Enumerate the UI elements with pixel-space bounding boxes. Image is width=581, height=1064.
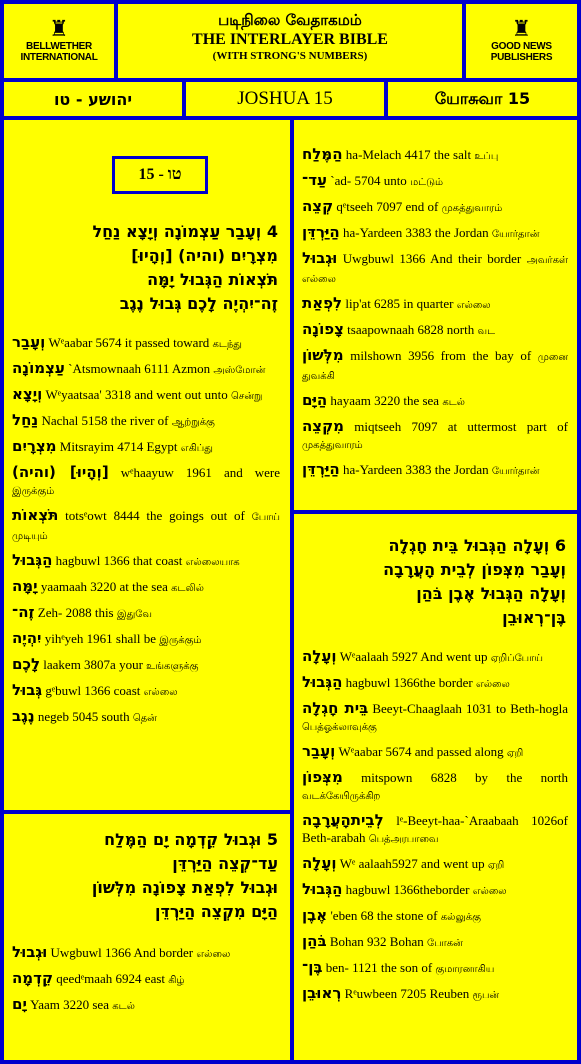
entry [302, 418, 568, 454]
entry-text: 'eben 68 the stone of [330, 908, 438, 923]
logo-left-text: BELLWETHER INTERNATIONAL [20, 41, 98, 63]
tamil-text: அஸ்மோன் [213, 365, 266, 376]
hebrew-word: וְעָבַר [302, 742, 336, 760]
entry [302, 224, 568, 243]
hebrew-word: הַגְּבוּל [302, 880, 343, 898]
hebrew-word: אֶבֶן [302, 906, 328, 924]
hebrew-word: וְיָצָא [12, 385, 43, 403]
left-top-entries [12, 334, 280, 734]
tamil-text: ஆற்றுக்கு [171, 417, 215, 428]
hebrew-word: קֵדְמָה [12, 969, 54, 987]
entry-text: Wᵉyaatsaa' 3318 and went out unto [45, 387, 228, 402]
good-news-logo-icon: ♜ [511, 17, 532, 42]
entry-text: negeb 5045 south [37, 709, 130, 724]
hebrew-word: מִצְרָיִם [12, 437, 57, 455]
entry-text: Wᵉaabar 5674 and passed along [338, 744, 504, 759]
right-bottom-entries [302, 648, 568, 1011]
tamil-text: குமாரனாகிய [435, 964, 495, 975]
tamil-text: சென்று [231, 391, 263, 402]
entry [302, 933, 568, 952]
entry-text: Bohan 932 Bohan [329, 934, 424, 949]
hebrew-word: יָם [12, 995, 27, 1013]
tamil-text: ரூபன் [472, 990, 500, 1001]
entry [12, 360, 280, 379]
entry-text: Rᵉuwbeen 7205 Reuben [344, 986, 470, 1001]
hebrew-word: עַד־ [302, 171, 328, 189]
nav-english-book: JOSHUA 15 [186, 82, 384, 116]
verse-line: הַיָּם מִקְצֵה הַיַּרְדֵּן [154, 902, 278, 921]
entry-text: ha-Yardeen 3383 the Jordan [342, 462, 489, 477]
entry [12, 708, 280, 727]
verse-4 [16, 220, 278, 316]
nav-tamil-book: யோசுவா 15 [388, 82, 577, 116]
right-bottom-panel [294, 514, 577, 1060]
title-block [118, 4, 462, 78]
tamil-text: வட [477, 326, 496, 337]
tamil-text: தென் [132, 713, 157, 724]
left-top-panel [4, 120, 290, 810]
tamil-text: எல்லை [475, 679, 510, 690]
hebrew-word: קְצֵה [302, 197, 334, 215]
hebrew-word: וּגְבוּל [302, 249, 338, 267]
hebrew-word: רְאוּבֵן [302, 984, 342, 1002]
tamil-text: எல்லை [472, 886, 507, 897]
verse-line: תֹּצְאוֹת הַגְּבוּל יָמָּה [147, 270, 278, 289]
verse-line: וְעָלָה הַגְּבוּל אֶבֶן בֹּהַן [416, 584, 566, 603]
entry-text: qeedᵉmaah 6924 east [56, 971, 166, 986]
entry-text: Wᵉaabar 5674 it passed toward [48, 335, 210, 350]
entry [12, 970, 280, 989]
hebrew-word: בֶּן־ [302, 958, 323, 976]
title-subtitle: (WITH STRONG'S NUMBERS) [212, 50, 368, 62]
entry [12, 996, 280, 1015]
tamil-text: முகத்துவாரம் [302, 440, 363, 451]
entry-text: totsᵉowt 8444 the goings out of [65, 508, 245, 523]
hebrew-word: יִהְיֶה [12, 629, 42, 647]
entry-text: Uwgbuwl 1366 And their border [342, 251, 522, 266]
hebrew-word: בֹּהַן [302, 932, 327, 950]
hebrew-word: הַיָּם [302, 391, 328, 409]
entry [12, 682, 280, 701]
hebrew-word: הַמֶּלַח [302, 145, 343, 163]
entry [12, 464, 280, 500]
tamil-text: யோர்தான் [491, 466, 540, 477]
tamil-text: முனை துவக்கி [302, 352, 569, 382]
entry-text: ha-Yardeen 3383 the Jordan [342, 225, 489, 240]
entry [302, 392, 568, 411]
tamil-text: மட்டும் [410, 177, 444, 188]
entry [302, 700, 568, 736]
hebrew-word: מִצְּפוֹן [302, 768, 343, 786]
entry [302, 985, 568, 1004]
tamil-text: கடந்து [212, 339, 242, 350]
entry [302, 648, 568, 667]
entry-text: Zeh- 2088 this [37, 605, 114, 620]
entry [302, 461, 568, 480]
entry-text: hayaam 3220 the sea [330, 393, 440, 408]
title-tamil: படிநிலை வேதாகமம் [218, 11, 362, 29]
hebrew-word: וְעָלָה [302, 647, 337, 665]
hebrew-word: נַחַל [12, 411, 39, 429]
tamil-text: போகன் [427, 938, 463, 949]
entry-text: milshown 3956 from the bay of [350, 348, 532, 363]
tamil-text: பெத்அரபாவை [368, 834, 439, 845]
hebrew-word: וּגְבוּל [12, 943, 48, 961]
hebrew-word: עַצְמוֹנָה [12, 359, 65, 377]
tamil-text: கடலில் [171, 583, 204, 594]
entry-text: hagbuwl 1366 that coast [55, 553, 183, 568]
entry [302, 812, 568, 848]
verse-line: מִצְרָיִם (והיה) [וְהָיוּ] [131, 246, 278, 265]
hebrew-word: מִקְצֵה [302, 417, 344, 435]
nav-hebrew-book: יהושע - טו [4, 82, 182, 116]
entry-text: laakem 3807a your [43, 657, 143, 672]
hebrew-word: גְּבוּל [12, 681, 43, 699]
verse-6 [302, 534, 566, 630]
hebrew-word: לִפְאַת [302, 294, 343, 312]
verse-line: זֶה־יִהְיֶה לָכֶם גְּבוּל נֶגֶב [119, 294, 278, 313]
entry-text: Uwgbuwl 1366 And border [50, 945, 194, 960]
verse-line: וְעָבַר מִצְּפוֹן לְבֵית הָעֲרָבָה [383, 560, 566, 579]
entry [12, 507, 280, 545]
entry [302, 250, 568, 288]
title-english: THE INTERLAYER BIBLE [192, 31, 388, 48]
tamil-text: யோர்தான் [491, 229, 540, 240]
tamil-text: ஏறி [487, 860, 505, 871]
hebrew-word: נֶגֶב [12, 707, 35, 725]
entry-text: ha-Melach 4417 the salt [345, 147, 472, 162]
entry-text: `Atsmownaah 6111 Azmon [68, 361, 211, 376]
hebrew-word: (והיה) [וְהָיוּ] [12, 463, 109, 481]
entry-text: yihᵉyeh 1961 shall be [44, 631, 156, 646]
entry-text: tsaapownaah 6828 north [347, 322, 475, 337]
entry [12, 578, 280, 597]
logo-left [4, 4, 114, 78]
tamil-text: முகத்துவாரம் [441, 203, 503, 214]
entry-text: lip'at 6285 in quarter [345, 296, 454, 311]
left-bottom-panel [4, 814, 290, 1060]
entry-text: Nachal 5158 the river of [41, 413, 169, 428]
entry [12, 630, 280, 649]
chapter-badge: טו - 15 [112, 156, 208, 194]
tamil-text: எல்லை [196, 949, 231, 960]
tamil-text: உங்களுக்கு [146, 661, 199, 672]
hebrew-word: זֶה־ [12, 603, 35, 621]
entry [302, 769, 568, 805]
entry [12, 656, 280, 675]
entry-text: Yaam 3220 sea [30, 997, 109, 1012]
tamil-text: கடல் [442, 397, 465, 408]
entry [302, 959, 568, 978]
entry-text: hagbuwl 1366the border [345, 675, 473, 690]
entry-text: yaamaah 3220 at the sea [40, 579, 168, 594]
tamil-text: பெத்ஓக்லாவுக்கு [302, 722, 377, 733]
hebrew-word: הַגְּבוּל [12, 551, 53, 569]
entry [302, 907, 568, 926]
hebrew-word: תֹּצְאוֹת [12, 506, 59, 524]
entry-text: hagbuwl 1366theborder [345, 882, 470, 897]
entry [302, 743, 568, 762]
entry [302, 881, 568, 900]
hebrew-word: הַיַּרְדֵּן [302, 460, 340, 478]
verse-line: בֶּן־רְאוּבֵן [502, 608, 566, 627]
hebrew-word: צָפוֹנָה [302, 320, 344, 338]
tamil-text: கடல் [112, 1001, 135, 1012]
entry-text: Wᵉ aalaah5927 and went up [339, 856, 485, 871]
bellwether-logo-icon: ♜ [49, 17, 69, 42]
hebrew-word: וְעָלָה [302, 854, 337, 872]
entry [302, 674, 568, 693]
entry [302, 198, 568, 217]
entry-text: Mitsrayim 4714 Egypt [59, 439, 178, 454]
tamil-text: வடக்கேயிருக்கிற [302, 791, 381, 802]
tamil-text: இருக்கும் [159, 635, 202, 646]
tamil-text: ஏறி [506, 748, 524, 759]
verse-line: וּגְבוּל לִפְאַת צָפוֹנָה מִלְּשׁוֹן [91, 878, 278, 897]
entry [302, 146, 568, 165]
hebrew-word: וְעָבַר [12, 333, 46, 351]
hebrew-word: בֵּית חָגְלָה [302, 699, 369, 717]
hebrew-word: יָמָּה [12, 577, 38, 595]
hebrew-word: הַגְּבוּל [302, 673, 343, 691]
entry [302, 295, 568, 314]
entry [302, 855, 568, 874]
entry-text: ben- 1121 the son of [325, 960, 433, 975]
entry-text: Beeyt-Chaaglaah 1031 to Beth-hogla [372, 701, 569, 716]
entry [12, 604, 280, 623]
entry-text: lᵉ-Beeyt-haa-`Araabaah 1026of Beth-arabah [302, 813, 568, 845]
tamil-text: உப்பு [474, 151, 499, 162]
entry-text: `ad- 5704 unto [330, 173, 407, 188]
tamil-text: ஏறிப்போய் [490, 653, 543, 664]
verse-line: 5 וּגְבוּל קֵדְמָה יָם הַמֶּלַח [104, 830, 278, 849]
tamil-text: கிழ் [168, 975, 185, 986]
entry-text: Wᵉaalaah 5927 And went up [339, 649, 488, 664]
logo-right [466, 4, 577, 78]
right-top-panel [294, 120, 577, 510]
entry-text: miqtseeh 7097 at uttermost part of [354, 419, 569, 434]
tamil-text: இருக்கும் [12, 486, 55, 497]
verse-5 [16, 828, 278, 924]
logo-right-text: GOOD NEWS PUBLISHERS [490, 41, 553, 63]
entry [302, 321, 568, 340]
entry-text: qᵉtseeh 7097 end of [336, 199, 439, 214]
verse-line: 6 וְעָלָה הַגְּבוּל בֵּית חָגְלָה [388, 536, 566, 555]
hebrew-word: לָכֶם [12, 655, 41, 673]
right-top-entries [302, 146, 568, 487]
entry-text: mitspown 6828 by the north [361, 770, 569, 785]
hebrew-word: הַיַּרְדֵּן [302, 223, 340, 241]
verse-line: 4 וְעָבַר עַצְמוֹנָה וְיָצָא נַחַל [92, 222, 278, 241]
entry [12, 334, 280, 353]
entry [12, 412, 280, 431]
left-bottom-entries [12, 944, 280, 1022]
tamil-text: எல்லை [456, 300, 491, 311]
entry-text: wᵉhaayuw 1961 and were [120, 465, 281, 480]
entry [12, 944, 280, 963]
entry [12, 552, 280, 571]
tamil-text: கல்லுக்கு [440, 912, 481, 923]
verse-line: עַד־קְצֵה הַיַּרְדֵּן [172, 854, 278, 873]
tamil-text: எல்லையாக [185, 557, 240, 568]
tamil-text: போய் முடியும் [12, 512, 280, 542]
tamil-text: இதுவே [116, 609, 152, 620]
entry [12, 386, 280, 405]
tamil-text: எகிப்து [180, 443, 213, 454]
entry [12, 438, 280, 457]
tamil-text: அவர்கள் எல்லை [302, 255, 569, 285]
entry-text: gᵉbuwl 1366 coast [45, 683, 141, 698]
entry [302, 347, 568, 385]
tamil-text: எல்லை [143, 687, 178, 698]
hebrew-word: מִלְּשׁוֹן [302, 346, 344, 364]
hebrew-word: לְבֵיתהָעֲרָבָה [302, 811, 384, 829]
entry [302, 172, 568, 191]
